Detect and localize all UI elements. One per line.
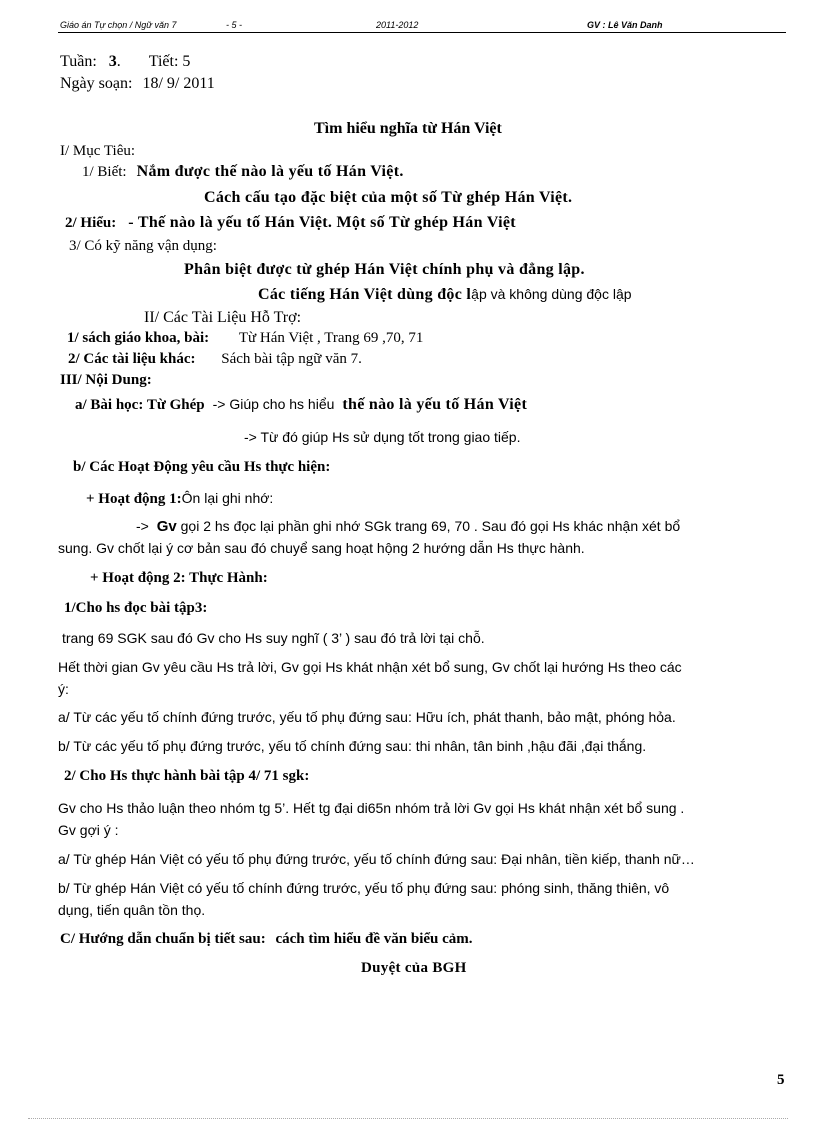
materials-heading: II/ Các Tài Liệu Hỗ Trợ: [144, 309, 302, 326]
skill-text-2-rest: ập và không dùng độc lập [471, 286, 632, 302]
objectives-heading: I/ Mục Tiêu: [60, 143, 136, 159]
activity-1-label: + Hoạt động 1: [86, 491, 182, 507]
header-year: 2011-2012 [376, 20, 419, 30]
skill-text-2 [258, 286, 632, 304]
header-teacher: GV : Lê Văn Danh [587, 20, 663, 30]
know-label: 1/ Biết: [82, 164, 127, 180]
activity-1-line-1: gọi 2 hs đọc lại phần ghi nhớ SGk trang 69, 70 . Sau đó gọi Hs khác nhận xét bổ [180, 518, 681, 534]
know-text-2: Cách cấu tạo đặc biệt của một số Từ ghép Hán Việt. [204, 189, 573, 206]
activity-1-text: Ôn lại ghi nhớ: [181, 490, 274, 506]
lesson-line-2: -> Từ đó giúp Hs sử dụng tốt trong giao tiếp. [244, 429, 521, 445]
other-label: 2/ Các tài liệu khác: [68, 351, 196, 367]
understand-line [65, 214, 516, 232]
lesson-line [75, 396, 527, 414]
exercise-2-item-b-line-2: dụng, tiến quân tồn thọ. [58, 902, 206, 918]
approval-label: Duyệt của BGH [361, 960, 467, 976]
other-value: Sách bài tập ngữ văn 7. [221, 351, 362, 367]
footer-rule [28, 1118, 788, 1119]
header-page-mark: - 5 - [226, 20, 243, 30]
exercise-1-line-3: ý: [58, 681, 69, 697]
exercise-1-item-a: a/ Từ các yếu tố chính đứng trước, yếu tố phụ đứng sau: Hữu ích, phát thanh, bảo mật, phóng hỏa. [58, 709, 676, 725]
lesson-mid: -> Giúp cho hs hiểu [212, 396, 335, 412]
guide-label: C/ Hướng dẫn chuẩn bị tiết sau: [60, 931, 266, 947]
textbook-label: 1/ sách giáo khoa, bài: [67, 330, 210, 346]
skill-label: 3/ Có kỹ năng vận dụng: [69, 238, 217, 254]
exercise-1-item-b: b/ Từ các yếu tố phụ đứng trước, yếu tố chính đứng sau: thi nhân, tân binh ,hậu đãi ,đại thắng. [58, 738, 647, 754]
know-text-1: Nắm được thế nào là yếu tố Hán Việt. [136, 163, 404, 180]
activity-1-gv: Gv [156, 518, 177, 535]
activity-1-arrow: -> [136, 518, 149, 534]
period-label: Tiết: 5 [148, 53, 191, 70]
exercise-1-line-2: Hết thời gian Gv yêu cầu Hs trả lời, Gv gọi Hs khát nhận xét bổ sung, Gv chốt lại hướng Hs theo các [58, 659, 682, 675]
activity-1-para-line-1 [136, 518, 680, 535]
understand-text: - Thế nào là yếu tố Hán Việt. Một số Từ ghép Hán Việt [128, 214, 516, 231]
skill-text-2-bold: Các tiếng Hán Việt dùng độc l [258, 286, 472, 303]
exercise-1-heading: 1/Cho hs đọc bài tập3: [64, 600, 208, 616]
week-value: 3 [108, 53, 117, 70]
exercise-2-line-2: Gv gợi ý : [58, 822, 119, 838]
week-line: Tuần: 3. Tiết: 5 [60, 53, 191, 70]
skill-text-1: Phân biệt được từ ghép Hán Việt chính phụ và đẳng lập. [184, 261, 585, 278]
other-line [68, 351, 362, 368]
lesson-label: a/ Bài học: Từ Ghép [75, 397, 205, 413]
page-number: 5 [777, 1072, 785, 1088]
content-heading: III/ Nội Dung: [60, 372, 152, 388]
exercise-2-line-1: Gv cho Hs thảo luận theo nhóm tg 5’. Hết tg đại di65n nhóm trả lời Gv gọi Hs khát nhận xét bổ sung . [58, 800, 685, 816]
date-line [60, 75, 215, 93]
activity-1-line [86, 490, 273, 508]
page-title: Tìm hiểu nghĩa từ Hán Việt [314, 120, 502, 137]
exercise-2-heading: 2/ Cho Hs thực hành bài tập 4/ 71 sgk: [64, 768, 310, 784]
lesson-bold: thế nào là yếu tố Hán Việt [342, 396, 528, 413]
date-label: Ngày soạn: [60, 75, 133, 92]
exercise-2-item-b-line-1: b/ Từ ghép Hán Việt có yếu tố chính đứng trước, yếu tố phụ đứng sau: phóng sinh, thăng thiên, vô [58, 880, 670, 896]
activity-2-label: + Hoạt động 2: Thực Hành: [90, 570, 268, 586]
date-value: 18/ 9/ 2011 [142, 75, 215, 92]
activity-1-line-2: sung. Gv chốt lại ý cơ bản sau đó chuyể sang hoạt hộng 2 hướng dẫn Hs thực hành. [58, 540, 585, 556]
guide-line [60, 931, 473, 948]
week-label: Tuần: [60, 53, 97, 70]
header-rule [58, 32, 786, 33]
know-line [82, 163, 404, 181]
exercise-1-line-1: trang 69 SGK sau đó Gv cho Hs suy nghĩ ( 3’ ) sau đó trả lời tại chỗ. [62, 630, 485, 646]
textbook-value: Từ Hán Việt , Trang 69 ,70, 71 [238, 330, 424, 346]
header-subject: Giáo án Tự chọn / Ngữ văn 7 [60, 20, 177, 30]
understand-label: 2/ Hiểu: [65, 215, 117, 231]
exercise-2-item-a: a/ Từ ghép Hán Việt có yếu tố phụ đứng trước, yếu tố chính đứng sau: Đại nhân, tiền kiếp, thanh nữ… [58, 851, 695, 867]
guide-value: cách tìm hiểu đề văn biểu cảm. [275, 931, 473, 947]
activities-heading: b/ Các Hoạt Động yêu cầu Hs thực hiện: [73, 459, 331, 475]
textbook-line [67, 330, 423, 347]
